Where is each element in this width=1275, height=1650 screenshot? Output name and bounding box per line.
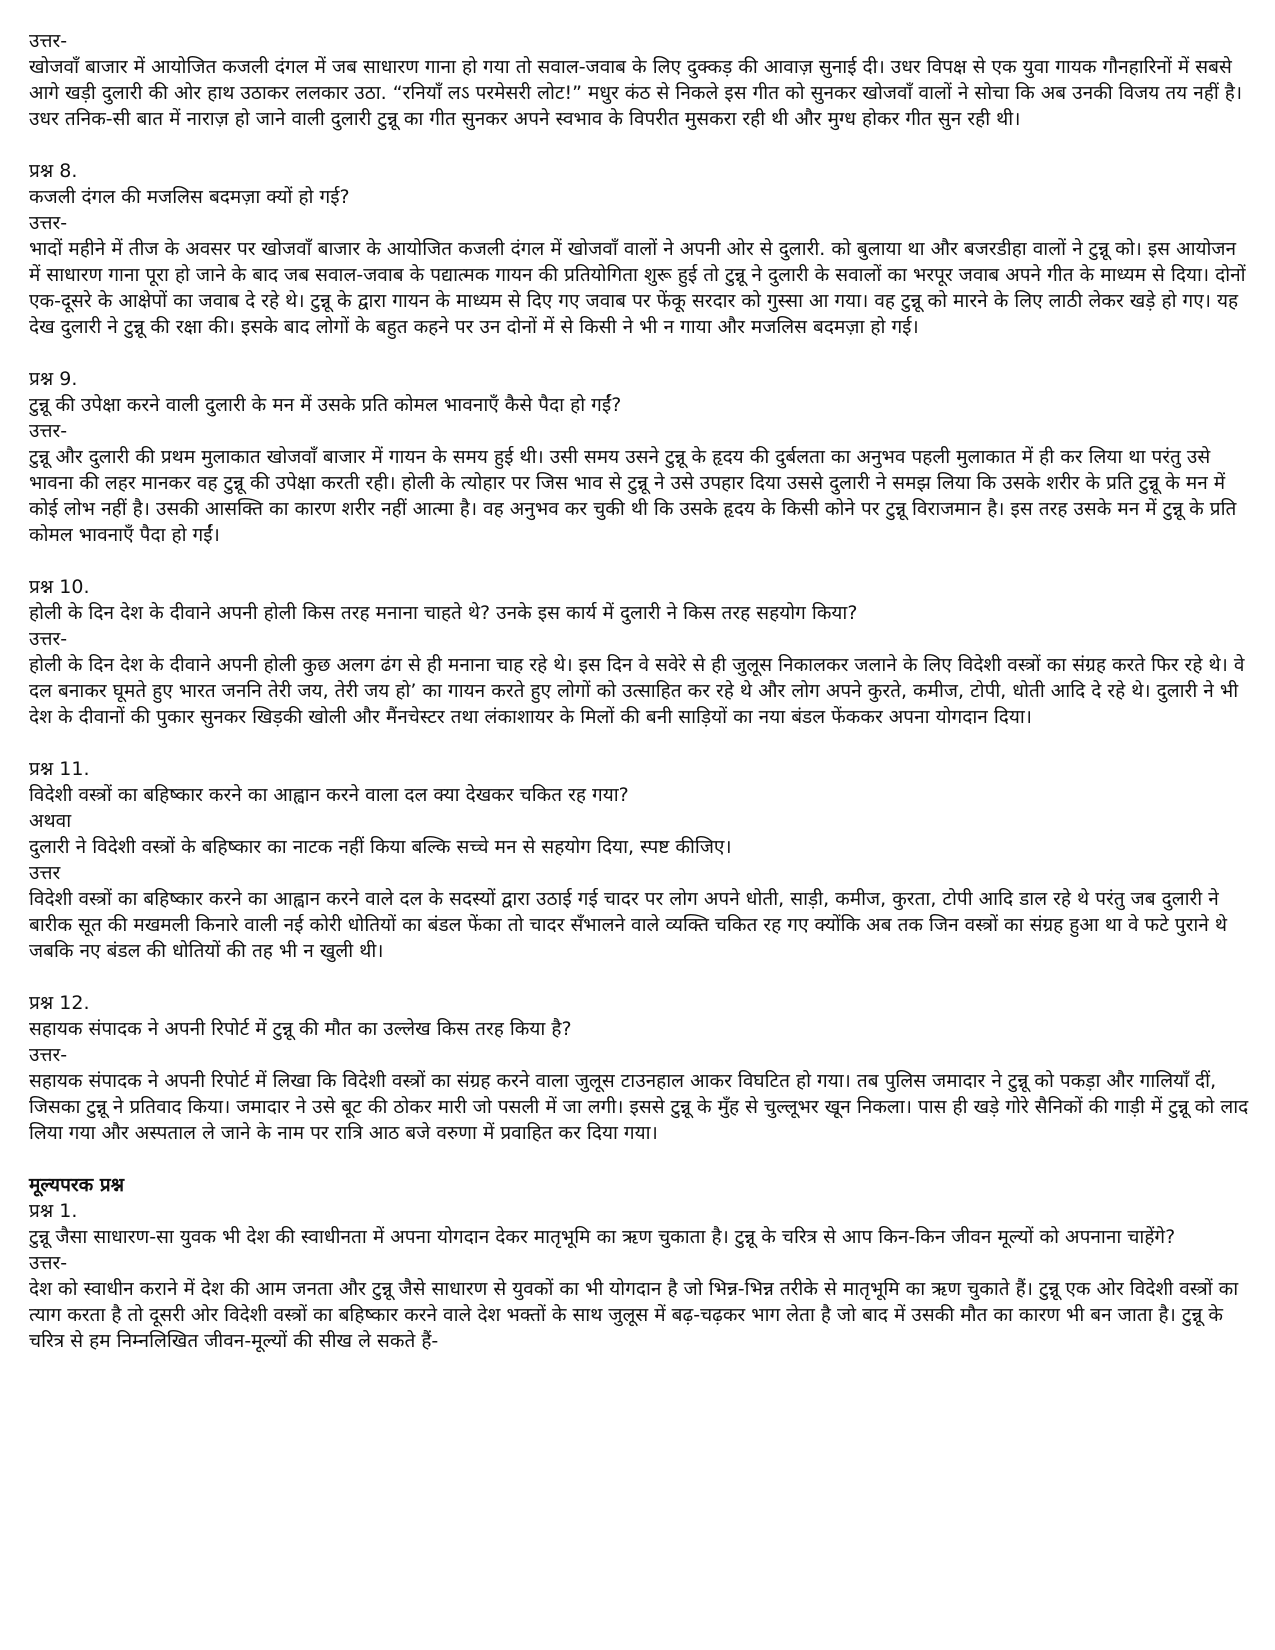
alternate-question-text: दुलारी ने विदेशी वस्त्रों के बहिष्कार का नाटक नहीं किया बल्कि सच्चे मन से सहयोग दिया, स्पष्ट कीजिए। xyxy=(29,836,732,858)
answer-text: भादों महीने में तीज के अवसर पर खोजवाँ बाजार के आयोजित कजली दंगल में खोजवाँ वालों ने अपनी ओर से दुलारी. को बुलाया था और बजरडीहा वालों ने टुन्नू को। इस आयोजन में साधारण गाना पूरा हो जाने के बाद जब सवाल-जवाब के पद्यात्मक गायन की प्रतियोगिता शुरू हुई तो टुन्नू ने दुलारी के सवालों का भरपूर जवाब अपने गीत के माध्यम से दिया। दोनों एक-दूसरे के आक्षेपों का जवाब दे रहे थे। टुन्नू के द्वारा गायन के माध्यम से दिए गए जवाब पर फेंकू सरदार को गुस्सा आ गया। वह टुन्नू को मारने के लिए लाठी लेकर खड़े हो गए। यह देख दुलारी ने टुन्नू की रक्षा की। इसके बाद लोगों के बहुत कहने पर उन दोनों में से किसी ने भी न गाया और मजलिस बदमज़ा हो गई। xyxy=(29,238,1246,338)
question-number: प्रश्न 10. xyxy=(29,576,90,598)
answer-label: उत्तर- xyxy=(29,1252,68,1274)
question-number: प्रश्न 12. xyxy=(29,992,90,1014)
question-11-block xyxy=(29,756,1251,964)
alternate-label: अथवा xyxy=(29,810,72,832)
question-text: कजली दंगल की मजलिस बदमज़ा क्यों हो गई? xyxy=(29,186,350,208)
question-text: होली के दिन देश के दीवाने अपनी होली किस तरह मनाना चाहते थे? उनके इस कार्य में दुलारी ने किस तरह सहयोग किया? xyxy=(29,602,858,624)
question-text: सहायक संपादक ने अपनी रिपोर्ट में टुन्नू की मौत का उल्लेख किस तरह किया है? xyxy=(29,1018,572,1040)
question-number: प्रश्न 11. xyxy=(29,758,90,780)
question-number: प्रश्न 8. xyxy=(29,160,78,182)
answer-text: देश को स्वाधीन कराने में देश की आम जनता और टुन्नू जैसे साधारण से युवकों का भी योगदान है जो भिन्न-भिन्न तरीके से मातृभूमि का ऋण चुकाते हैं। टुन्नू एक ओर विदेशी वस्त्रों का त्याग करता है तो दूसरी ओर विदेशी वस्त्रों का बहिष्कार करने वाले देश भक्तों के साथ जुलूस में बढ़-चढ़कर भाग लेता है जो बाद में उसकी मौत का कारण भी बन जाता है। टुन्नू के चरित्र से हम निम्नलिखित जीवन-मूल्यों की सीख ले सकते हैं- xyxy=(29,1278,1239,1352)
document-page xyxy=(29,28,1251,1380)
question-number: प्रश्न 9. xyxy=(29,368,78,390)
question-10-block xyxy=(29,574,1251,730)
answer-label: उत्तर- xyxy=(29,420,68,442)
answer-text: होली के दिन देश के दीवाने अपनी होली कुछ अलग ढंग से ही मनाना चाह रहे थे। इस दिन वे सवेरे से ही जुलूस निकालकर जलाने के लिए विदेशी वस्त्रों का संग्रह करते फिर रहे थे। वे दल बनाकर घूमते हुए भारत जननि तेरी जय, तेरी जय हो’ का गायन करते हुए लोगों को उत्साहित कर रहे थे और लोग अपने कुरते, कमीज, टोपी, धोती आदि दे रहे थे। दुलारी ने भी देश के दीवानों की पुकार सुनकर खिड़की खोली और मैंनचेस्टर तथा लंकाशायर के मिलों की बनी साड़ियों का नया बंडल फेंककर अपना योगदान दिया। xyxy=(29,654,1245,728)
question-text: टुन्नू की उपेक्षा करने वाली दुलारी के मन में उसके प्रति कोमल भावनाएँ कैसे पैदा हो गईं? xyxy=(29,394,622,416)
answer-label: उत्तर- xyxy=(29,212,68,234)
question-text: टुन्नू जैसा साधारण-सा युवक भी देश की स्वाधीनता में अपना योगदान देकर मातृभूमि का ऋण चुकाता है। टुन्नू के चरित्र से आप किन-किन जीवन मूल्यों को अपनाना चाहेंगे? xyxy=(29,1226,1176,1248)
question-number: प्रश्न 1. xyxy=(29,1200,78,1222)
answer-label: उत्तर xyxy=(29,862,61,884)
value-question-1-block xyxy=(29,1198,1251,1354)
question-12-block xyxy=(29,990,1251,1146)
intro-answer-block xyxy=(29,28,1251,132)
answer-label: उत्तर- xyxy=(29,628,68,650)
answer-label: उत्तर- xyxy=(29,30,68,52)
question-text: विदेशी वस्त्रों का बहिष्कार करने का आह्वान करने वाला दल क्या देखकर चकित रह गया? xyxy=(29,784,629,806)
answer-text: खोजवाँ बाजार में आयोजित कजली दंगल में जब साधारण गाना हो गया तो सवाल-जवाब के लिए दुक्कड़ की आवाज़ सुनाई दी। उधर विपक्ष से एक युवा गायक गौनहारिनों में सबसे आगे खड़ी दुलारी की ओर हाथ उठाकर ललकार उठा. “रनियाँ लऽ परमेसरी लोट!” मधुर कंठ से निकले इस गीत को सुनकर खोजवाँ वालों ने सोचा कि अब उनकी विजय तय नहीं है। उधर तनिक-सी बात में नाराज़ हो जाने वाली दुलारी टुन्नू का गीत सुनकर अपने स्वभाव के विपरीत मुसकरा रही थी और मुग्ध होकर गीत सुन रही थी। xyxy=(29,56,1243,130)
answer-label: उत्तर- xyxy=(29,1044,68,1066)
answer-text: टुन्नू और दुलारी की प्रथम मुलाकात खोजवाँ बाजार में गायन के समय हुई थी। उसी समय उसने टुन्नू के हृदय की दुर्बलता का अनुभव पहली मुलाकात में ही कर लिया था परंतु उसे भावना की लहर मानकर वह टुन्नू की उपेक्षा करती रही। होली के त्योहार पर जिस भाव से टुन्नू ने उसे उपहार दिया उससे दुलारी ने समझ लिया कि उसके शरीर के प्रति टुन्नू के मन में कोई लोभ नहीं है। उसकी आसक्ति का कारण शरीर नहीं आत्मा है। वह अनुभव कर चुकी थी कि उसके हृदय के किसी कोने पर टुन्नू विराजमान है। इस तरह उसके मन में टुन्नू के प्रति कोमल भावनाएँ पैदा हो गईं। xyxy=(29,446,1237,546)
answer-text: सहायक संपादक ने अपनी रिपोर्ट में लिखा कि विदेशी वस्त्रों का संग्रह करने वाला जुलूस टाउनहाल आकर विघटित हो गया। तब पुलिस जमादार ने टुन्नू को पकड़ा और गालियाँ दीं, जिसका टुन्नू ने प्रतिवाद किया। जमादार ने उसे बूट की ठोकर मारी जो पसली में जा लगी। इससे टुन्नू के मुँह से चुल्लूभर खून निकला। पास ही खड़े गोरे सैनिकों की गाड़ी में टुन्नू को लाद लिया गया और अस्पताल ले जाने के नाम पर रात्रि आठ बजे वरुणा में प्रवाहित कर दिया गया। xyxy=(29,1070,1249,1144)
question-8-block xyxy=(29,158,1251,340)
answer-text: विदेशी वस्त्रों का बहिष्कार करने का आह्वान करने वाले दल के सदस्यों द्वारा उठाई गई चादर पर लोग अपने धोती, साड़ी, कमीज, कुरता, टोपी आदि डाल रहे थे परंतु जब दुलारी ने बारीक सूत की मखमली किनारे वाली नई कोरी धोतियों का बंडल फेंका तो चादर सँभालने वाले व्यक्ति चकित रह गए क्योंकि अब तक जिन वस्त्रों का संग्रह हुआ था वे फटे पुराने थे जबकि नए बंडल की धोतियों की तह भी न खुली थी। xyxy=(29,888,1228,962)
question-9-block xyxy=(29,366,1251,548)
section-heading: मूल्यपरक प्रश्न xyxy=(29,1174,125,1196)
